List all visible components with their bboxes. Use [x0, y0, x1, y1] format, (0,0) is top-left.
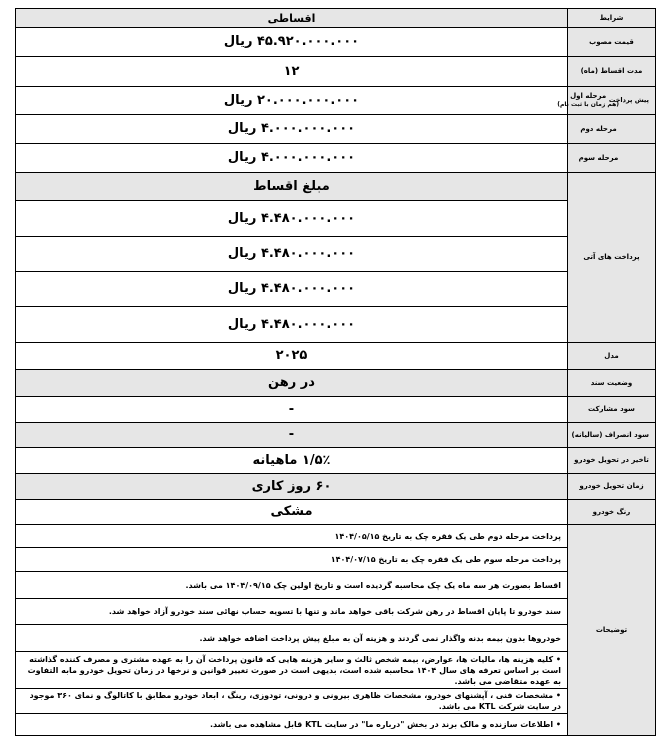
installment-value-3: ۴.۴۸۰.۰۰۰.۰۰۰ ریال	[16, 272, 568, 307]
approved-price-row	[16, 28, 656, 57]
note-row	[16, 525, 656, 548]
model-row	[16, 343, 656, 370]
delivery-time-row	[16, 474, 656, 500]
stage2-value: ۴.۰۰۰.۰۰۰.۰۰۰ ریال	[16, 115, 568, 144]
installment-period-row	[16, 57, 656, 87]
note-row	[16, 625, 656, 652]
prepayment-stage3-row	[16, 144, 656, 173]
model-label: مدل	[568, 343, 656, 370]
note-item-2: پرداخت مرحله سوم طی یک فقره چک به تاریخ ۱۴۰۴/۰۷/۱۵	[16, 548, 568, 572]
participation-profit-row	[16, 397, 656, 423]
stage2-label: مرحله دوم	[568, 115, 656, 144]
model-value: ۲۰۲۵	[16, 343, 568, 370]
prepayment-label: پیش پرداخت	[608, 96, 649, 104]
stage1-label: مرحله اول	[570, 92, 607, 100]
participation-profit-value: -	[16, 397, 568, 423]
delivery-delay-row	[16, 448, 656, 474]
prepayment-label-cell	[557, 87, 656, 115]
note-row	[16, 714, 656, 736]
note-item-3: اقساط بصورت هر سه ماه یک چک محاسبه گردیده است و تاریخ اولین چک ۱۴۰۴/۰۹/۱۵ می باشد.	[16, 572, 568, 599]
approved-price-value: ۴۵.۹۲۰.۰۰۰.۰۰۰ ریال	[16, 28, 568, 57]
stage3-label: مرحله سوم	[568, 144, 656, 173]
note-item-1: پرداخت مرحله دوم طی یک فقره چک به تاریخ ۱۴۰۴/۰۵/۱۵	[16, 525, 568, 548]
delivery-delay-label: تاخیر در تحویل خودرو	[568, 448, 656, 474]
header-value: اقساطی	[16, 9, 568, 28]
note-item-8: • اطلاعات سازنده و مالک برند در بخش "درباره ما" در سایت KTL قابل مشاهده می باشد.	[16, 714, 568, 736]
document-status-row	[16, 370, 656, 397]
approved-price-label: قیمت مصوب	[568, 28, 656, 57]
notes-label: توضیحات	[568, 525, 656, 736]
stage1-sublabel: (هم زمان با ثبت نام)	[557, 101, 619, 108]
note-item-4: سند خودرو تا پایان اقساط در رهن شرکت باقی خواهد ماند و تنها با تسویه حساب نهائی سند خودرو آزاد خواهد شد.	[16, 599, 568, 625]
installments-heading: مبلغ اقساط	[16, 173, 568, 201]
header-row	[16, 9, 656, 28]
cancellation-profit-row	[16, 423, 656, 448]
stage3-value: ۴.۰۰۰.۰۰۰.۰۰۰ ریال	[16, 144, 568, 173]
installment-row	[16, 237, 656, 272]
delivery-time-value: ۶۰ روز کاری	[16, 474, 568, 500]
cancellation-profit-value: -	[16, 423, 568, 448]
installment-value-1: ۴.۴۸۰.۰۰۰.۰۰۰ ریال	[16, 201, 568, 237]
prepayment-stage1-row	[16, 87, 656, 115]
color-value: مشکی	[16, 500, 568, 525]
delivery-delay-value: ۱/۵٪ ماهیانه	[16, 448, 568, 474]
installment-value-4: ۴.۴۸۰.۰۰۰.۰۰۰ ریال	[16, 307, 568, 343]
installment-period-label: مدت اقساط (ماه)	[568, 57, 656, 87]
note-row	[16, 689, 656, 714]
future-payments-label: پرداخت های آتی	[568, 173, 656, 343]
note-item-6: • کلیه هزینه ها، مالیات ها، عوارض، بیمه شخص ثالث و سایر هزینه هایی که قانون پرداخت آن را به عهده مشتری و مصرف کننده گذاشته است بر اساس تعرفه های سال ۱۴۰۴ محاسبه شده است، بدیهی است در صورت تغییر قوانین و نرخها در زمان تحویل خودرو مابه التفاوت به عهده متقاضی می باشد.	[16, 652, 568, 689]
installment-row	[16, 307, 656, 343]
installment-row	[16, 201, 656, 237]
header-label: شرایط	[568, 9, 656, 28]
note-row	[16, 548, 656, 572]
sales-conditions-table	[15, 8, 656, 736]
color-label: رنگ خودرو	[568, 500, 656, 525]
installment-row	[16, 272, 656, 307]
stage1-value: ۲۰.۰۰۰.۰۰۰.۰۰۰ ریال	[16, 87, 568, 115]
note-row	[16, 572, 656, 599]
installment-period-value: ۱۲	[16, 57, 568, 87]
note-item-5: خودروها بدون بیمه بدنه واگذار نمی گردند و هزینه آن به مبلغ پیش پرداخت اضافه خواهد شد.	[16, 625, 568, 652]
document-status-value: در رهن	[16, 370, 568, 397]
prepayment-stage2-row	[16, 115, 656, 144]
installments-heading-row	[16, 173, 656, 201]
document-status-label: وضعیت سند	[568, 370, 656, 397]
participation-profit-label: سود مشارکت	[568, 397, 656, 423]
color-row	[16, 500, 656, 525]
note-row	[16, 599, 656, 625]
note-item-7: • مشخصات فنی ، آپشنهای خودرو، مشخصات ظاهری بیرونی و درونی، تودوزی، رینگ ، ابعاد خودرو مطابق با کاتالوگ و نمای ۳۶۰ موجود در سایت شرکت KTL می باشد.	[16, 689, 568, 714]
delivery-time-label: زمان تحویل خودرو	[568, 474, 656, 500]
note-row	[16, 652, 656, 689]
cancellation-profit-label: سود انصراف (سالیانه)	[568, 423, 656, 448]
installment-value-2: ۴.۴۸۰.۰۰۰.۰۰۰ ریال	[16, 237, 568, 272]
